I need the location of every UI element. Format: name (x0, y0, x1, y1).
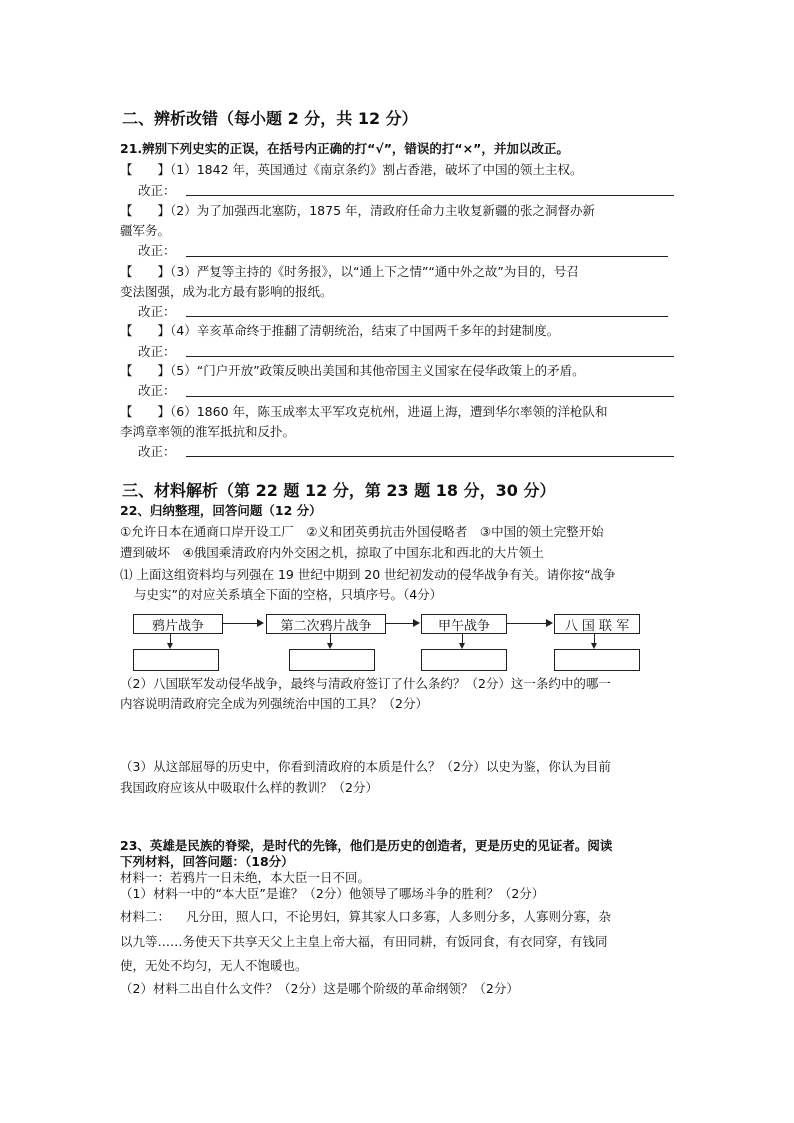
judge-item-3-cont: 变法图强，成为北方最有影响的报纸。 (120, 284, 333, 299)
section-3-heading: 三、材料解析（第 22 题 12 分，第 23 题 18 分，30 分） (122, 481, 556, 500)
question-21-stem: 21.辨别下列史实的正误，在括号内正确的打“√”，错误的打“×”，并加以改正。 (120, 141, 569, 156)
judge-item-2-cont: 疆军务。 (120, 223, 171, 238)
correction-label: 改正： (138, 383, 176, 398)
war-box-eight-nation-alliance: 八 国 联 军 (554, 614, 640, 634)
correction-label: 改正： (138, 243, 176, 258)
judge-item-6-cont: 李鸿章率领的淮军抵抗和反扑。 (120, 424, 296, 439)
answer-box-second-opium-war[interactable] (289, 649, 375, 671)
answer-bracket[interactable]: 【 】 (120, 162, 171, 177)
answer-bracket[interactable]: 【 】 (120, 323, 171, 338)
answer-bracket[interactable]: 【 】 (120, 363, 171, 378)
material-2-line1: 材料二： 凡分田，照人口，不论男妇，算其家人口多寡，人多则分多，人寡则分寡，杂 (120, 909, 612, 924)
answer-bracket[interactable]: 【 】 (120, 264, 171, 279)
arrow-line (462, 634, 463, 643)
war-box-opium-war: 鸦片战争 (133, 614, 223, 634)
arrow-right-icon (413, 619, 420, 627)
judge-item-4: 【 】（4）辛亥革命终于推翻了清朝统治，结束了中国两千多年的封建制度。 (120, 323, 560, 338)
q22-options-line2: 遭到破坏 ④俄国乘清政府内外交困之机，掠取了中国东北和西北的大片领土 (120, 545, 544, 560)
q22-1-line1: ⑴ 上面这组资料均与列强在 19 世纪中期到 20 世纪初发动的侵华战争有关。请你按“战争 (120, 567, 616, 582)
correction-line-5[interactable] (186, 396, 674, 397)
correction-line-1[interactable] (186, 195, 674, 196)
correction-line-6[interactable] (186, 456, 674, 457)
answer-box-sino-japanese-war[interactable] (421, 649, 507, 671)
answer-bracket[interactable]: 【 】 (120, 203, 171, 218)
correction-line-3[interactable] (186, 316, 668, 317)
correction-label: 改正： (138, 444, 176, 459)
correction-line-4[interactable] (186, 356, 674, 357)
question-23-line1: 23、英雄是民族的脊梁，是时代的先锋，他们是历史的创造者，更是历史的见证者。阅读 (120, 838, 613, 853)
material-2-line2: 以九等……务使天下共享天父上主皇上帝大福，有田同耕，有饭同食，有衣同穿，有钱同 (120, 934, 608, 949)
material-1: 材料一：若鸦片一日未绝，本大臣一日不回。 (120, 870, 371, 885)
arrow-right-icon (546, 619, 553, 627)
arrow-line (386, 623, 413, 624)
q22-1-line2: 与史实”的对应关系填全下面的空格，只填序号。（4分） (134, 587, 443, 602)
correction-line-2[interactable] (186, 256, 668, 257)
section-2-heading: 二、辨析改错（每小题 2 分，共 12 分） (122, 109, 418, 128)
q22-3-line2: 我国政府应该从中吸取什么样的教训？（2分） (120, 780, 378, 795)
arrow-line (507, 623, 546, 624)
arrow-line (330, 634, 331, 643)
correction-label: 改正： (138, 304, 176, 319)
question-22-title: 22、归纳整理，回答问题（12 分） (120, 503, 322, 518)
judge-item-5: 【 】（5）“门户开放”政策反映出美国和其他帝国主义国家在侵华政策上的矛盾。 (120, 363, 585, 378)
correction-label: 改正： (138, 344, 176, 359)
war-box-second-opium-war: 第二次鸦片战争 (266, 614, 386, 634)
judge-item-1: 【 】（1）1842 年，英国通过《南京条约》割占香港，破坏了中国的领土主权。 (120, 162, 583, 177)
judge-item-2: 【 】（2）为了加强西北塞防，1875 年，清政府任命力主收复新疆的张之洞督办新 (120, 203, 596, 218)
material-2-line3: 使，无处不均匀，无人不饱暖也。 (120, 958, 308, 973)
answer-bracket[interactable]: 【 】 (120, 404, 171, 419)
war-box-sino-japanese-war: 甲午战争 (421, 614, 507, 634)
answer-box-eight-nation-alliance[interactable] (554, 649, 640, 671)
arrow-right-icon (257, 619, 264, 627)
q22-3-line1: （3）从这部屈辱的历史中，你看到清政府的本质是什么？（2分）以史为鉴，你认为目前 (120, 759, 611, 774)
arrow-line (594, 634, 595, 643)
q22-2-line2: 内容说明清政府完全成为列强统治中国的工具？（2分） (120, 696, 428, 711)
judge-item-6: 【 】（6）1860 年，陈玉成率太平军攻克杭州，进逼上海，遭到华尔率领的洋枪队和 (120, 404, 608, 419)
q22-2-line1: （2）八国联军发动侵华战争，最终与清政府签订了什么条约？（2分）这一条约中的哪一 (120, 676, 611, 691)
question-23-line2: 下列材料，回答问题：（18分） (120, 854, 294, 869)
answer-box-opium-war[interactable] (133, 649, 219, 671)
arrow-line (170, 634, 171, 643)
arrow-line (223, 623, 257, 624)
material-2-label: 材料二： (120, 909, 171, 924)
judge-item-3: 【 】（3）严复等主持的《时务报》，以“通上下之情”“通中外之故”为目的，号召 (120, 264, 579, 279)
correction-label: 改正： (138, 183, 176, 198)
q23-1: （1）材料一中的“本大臣”是谁？（2分）他领导了哪场斗争的胜利？（2分） (120, 886, 545, 901)
q23-2: （2）材料二出自什么文件？（2分）这是哪个阶级的革命纲领？（2分） (120, 981, 519, 996)
q22-options-line1: ①允许日本在通商口岸开设工厂 ②义和团英勇抗击外国侵略者 ③中国的领土完整开始 (120, 524, 604, 539)
